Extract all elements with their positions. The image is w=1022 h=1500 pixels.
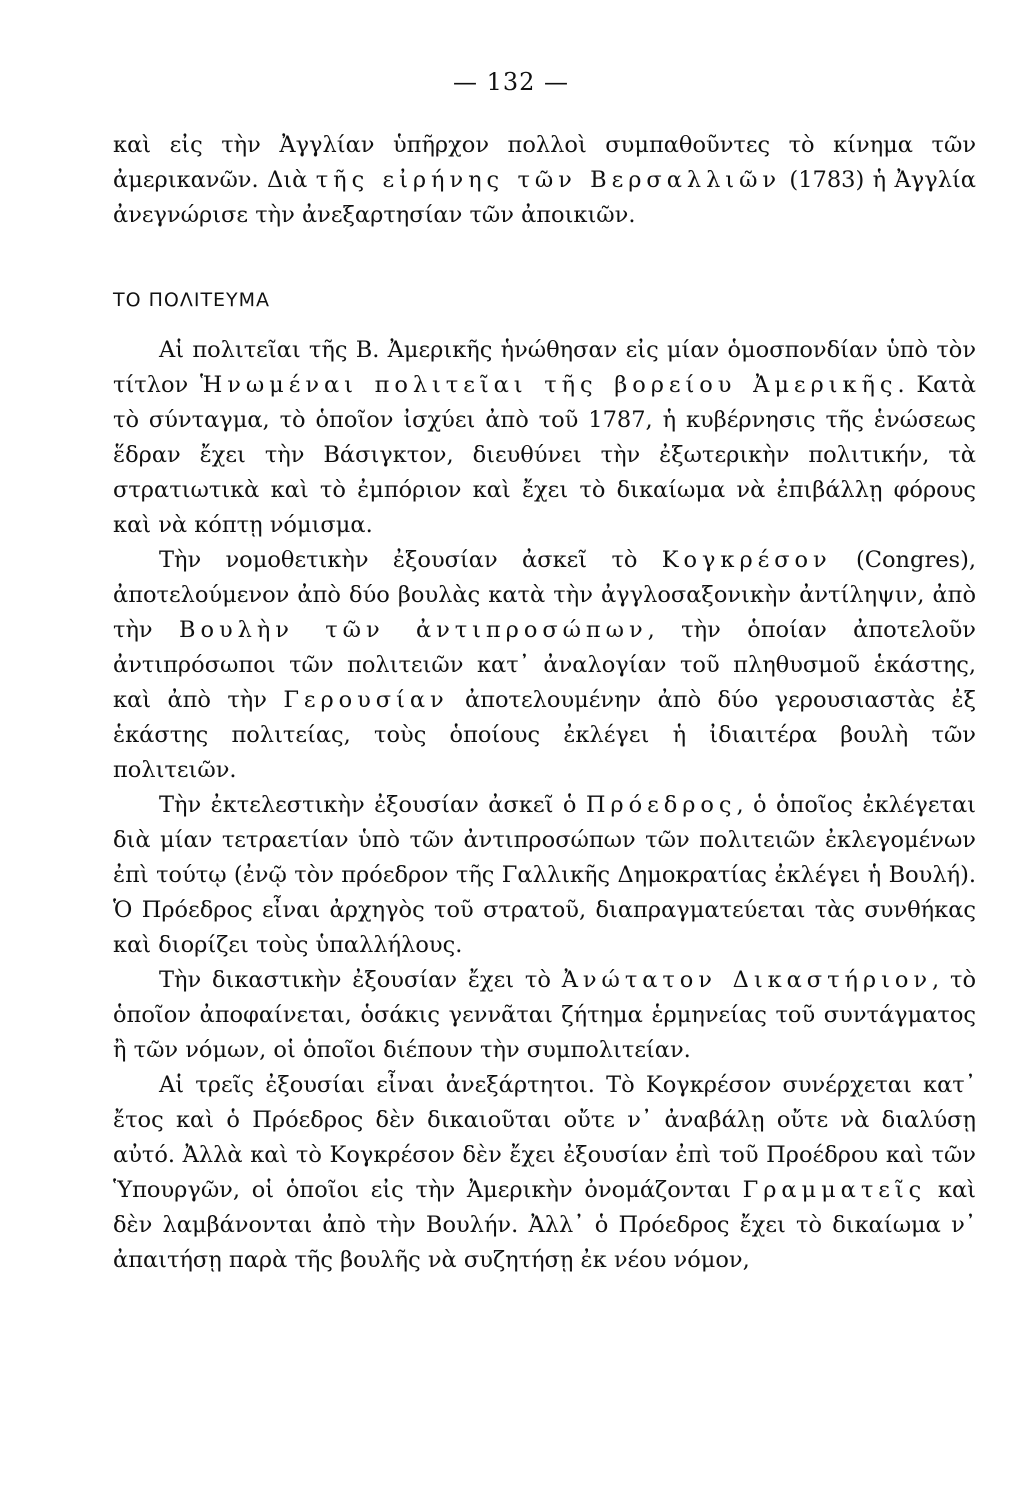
paragraph-text: Τὴν νομοθετικὴν ἐξουσίαν ἀσκεῖ τὸ <box>159 547 662 573</box>
page-number: — 132 — <box>452 68 570 96</box>
spaced-emphasis: Πρόεδρος <box>585 792 737 818</box>
paragraph-2 <box>113 543 976 788</box>
paragraph-4 <box>113 963 976 1068</box>
spaced-emphasis: Ἡνωμέναι πολιτεῖαι τῆς βορείου Ἀμερικῆς <box>199 372 898 398</box>
paragraph-text: ἀποτελουμένην ἀπὸ δύο γερουσιαστὰς ἐξ ἑκάστης πολιτείας, τοὺς ὁποίους ἐκλέγει ἡ ἰδιαιτέρα βουλὴ τῶν πολιτειῶν. <box>113 687 976 783</box>
paragraph-text: Αἱ πολιτεῖαι τῆς Β. Ἀμερικῆς ἡνώθησαν εἰς μίαν ὁμοσπονδίαν ὑπὸ τὸν τίτλον <box>113 337 976 398</box>
body-text-block <box>113 333 976 1278</box>
paragraph-text: , τὸ ὁποῖον ἀποφαίνεται, ὁσάκις γεννᾶται ζήτημα ἑρμηνείας τοῦ συντάγματος ἢ τῶν νόμων, οἱ ὁποῖοι διέπουν τὴν συμπολιτείαν. <box>113 967 976 1063</box>
paragraph-text: Τὴν ἐκτελεστικὴν ἐξουσίαν ἀσκεῖ ὁ <box>159 792 586 818</box>
paragraph-text: , ὁ ὁποῖος ἐκλέγεται διὰ μίαν τετραετίαν ὑπὸ τῶν ἀντιπροσώπων τῶν πολιτειῶν ἐκλεγομένων ἐπὶ τούτῳ (ἐνῷ τὸν πρόεδρον τῆς Γαλλικῆς Δημοκρατίας ἐκλέγει ἡ Βουλή). Ὁ Πρόεδρος εἶναι ἀρχηγὸς τοῦ στρατοῦ, διαπραγματεύεται τὰς συνθήκας καὶ διορίζει τοὺς ὑπαλλήλους. <box>113 792 976 958</box>
section-heading: ΤΟ ΠΟΛΙΤΕΥΜΑ <box>113 289 271 311</box>
paragraph-text: Τὴν δικαστικὴν ἐξουσίαν ἔχει τὸ <box>159 967 562 993</box>
paragraph-3 <box>113 788 976 963</box>
paragraph-text: (Congres), ἀποτελούμενον ἀπὸ δύο βουλὰς κατὰ τὴν ἀγγλοσαξονικὴν ἀντίληψιν, ἀπὸ τὴν <box>113 547 976 643</box>
paragraph-text: . Κατὰ τὸ σύνταγμα, τὸ ὁποῖον ἰσχύει ἀπὸ τοῦ 1787, ἡ κυβέρνησις τῆς ἑνώσεως ἕδραν ἔχει τὴν Βάσιγκτον, διευθύνει τὴν ἐξωτερικὴν πολιτικήν, τὰ στρατιωτικὰ καὶ τὸ ἐμπόριον καὶ ἔχει τὸ δικαίωμα νὰ ἐπιβάλλῃ φόρους καὶ νὰ κόπτῃ νόμισμα. <box>113 372 977 538</box>
intro-text: καὶ εἰς τὴν Ἀγγλίαν ὑπῆρχον πολλοὶ συμπαθοῦντες τὸ κίνημα τῶν ἀμερικανῶν. Διὰ <box>113 132 976 193</box>
paragraph-text: , τὴν ὁποίαν ἀποτελοῦν ἀντιπρόσωποι τῶν πολιτειῶν κατ᾽ ἀναλογίαν τοῦ πληθυσμοῦ ἑκάστης, καὶ ἀπὸ τὴν <box>113 617 976 713</box>
intro-paragraph <box>113 128 976 233</box>
paragraph-5 <box>113 1068 976 1278</box>
paragraph-1 <box>113 333 976 543</box>
intro-text: (1783) ἡ Ἀγγλία ἀνεγνώρισε τὴν ἀνεξαρτησίαν τῶν ἀποικιῶν. <box>113 167 976 228</box>
spaced-emphasis: Γραμματεῖς <box>742 1177 927 1203</box>
spaced-emphasis: Ἀνώτατον Δικαστήριον <box>561 967 933 993</box>
spaced-emphasis: Βουλὴν τῶν ἀντιπροσώπων <box>179 617 648 643</box>
spaced-emphasis: τῆς εἰρήνης τῶν Βερσαλλιῶν <box>315 167 781 193</box>
intro-text-block <box>113 128 976 233</box>
spaced-emphasis: Κογκρέσον <box>661 547 832 573</box>
paragraph-text: καὶ δὲν λαμβάνονται ἀπὸ τὴν Βουλήν. Ἀλλ᾽ ὁ Πρόεδρος ἔχει τὸ δικαίωμα ν᾽ ἀπαιτήσῃ παρὰ τῆς βουλῆς νὰ συζητήσῃ ἐκ νέου νόμον, <box>113 1177 977 1273</box>
spaced-emphasis: Γερουσίαν <box>283 687 449 713</box>
paragraph-text: Αἱ τρεῖς ἐξουσίαι εἶναι ἀνεξάρτητοι. Τὸ Κογκρέσον συνέρχεται κατ᾽ ἔτος καὶ ὁ Πρόεδρος δὲν δικαιοῦται οὔτε ν᾽ ἀναβάλῃ οὔτε νὰ διαλύσῃ αὐτό. Ἀλλὰ καὶ τὸ Κογκρέσον δὲν ἔχει ἐξουσίαν ἐπὶ τοῦ Προέδρου καὶ τῶν Ὑπουργῶν, οἱ ὁποῖοι εἰς τὴν Ἀμερικὴν ὀνομάζονται <box>113 1072 976 1203</box>
